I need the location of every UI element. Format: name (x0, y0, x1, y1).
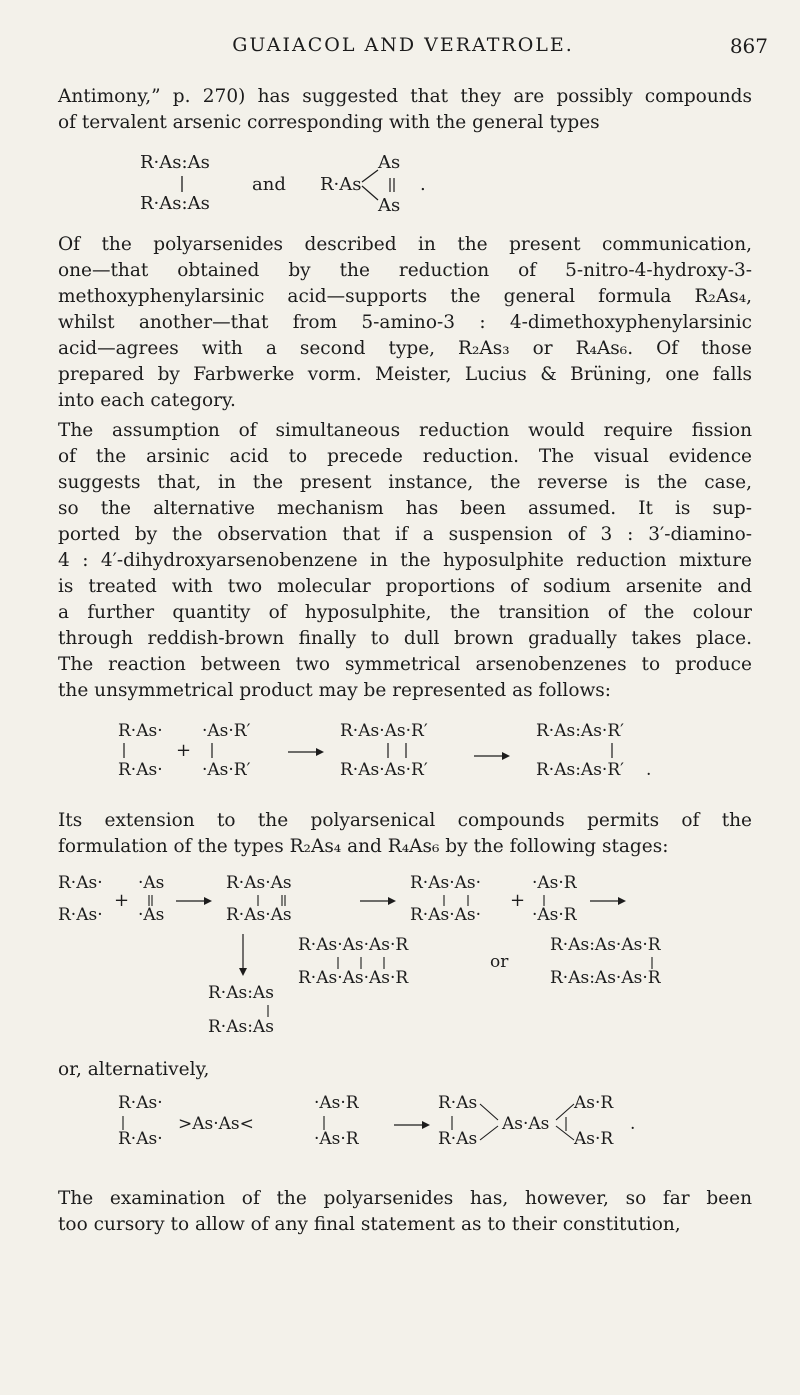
text-line: of tervalent arsenic corresponding with the general types (58, 112, 600, 133)
formula-text: R·As·As (226, 905, 292, 925)
formula-text: ·As (138, 905, 165, 925)
formula-text: R·As (438, 1129, 478, 1149)
formula-text: R·As:As·R′ (536, 760, 624, 780)
formula-text: R·As·As·As·R (298, 935, 409, 955)
formula-text: R·As·As·R′ (340, 760, 428, 780)
bond-line (556, 1126, 574, 1140)
text-line: ported by the observation that if a suspension of 3 : 3′-diamino- (58, 524, 752, 545)
formula-text: R·As· (58, 905, 103, 925)
paragraph-4 (58, 808, 752, 860)
text-line: 4 : 4′-dihydroxyarsenobenzene in the hyposulphite reduction mixture (58, 550, 752, 571)
formula-alternative (118, 1090, 738, 1170)
text-line: The reaction between two symmetrical arsenobenzenes to produce (58, 654, 752, 675)
formula-text: R·As:As·As·R (550, 935, 661, 955)
page-number: 867 (729, 34, 768, 58)
formula-text: ·As·R (532, 873, 577, 893)
formula-text: ·As·R (314, 1093, 359, 1113)
formula-text: ·As·R (532, 905, 577, 925)
paragraph-3 (58, 418, 752, 704)
formula-text: R·As:As·As·R (550, 968, 661, 988)
bond-line (556, 1104, 574, 1120)
arrow-head (316, 748, 324, 756)
formula-text: R·As:As·R′ (536, 721, 624, 741)
text-line: of the arsinic acid to precede reduction. The visual evidence (58, 446, 752, 467)
formula-text: R·As· (118, 760, 163, 780)
paragraph-2 (58, 232, 752, 414)
formula-text: R·As (320, 174, 362, 195)
text-line: is treated with two molecular proportions of sodium arsenite and (58, 576, 752, 597)
bond-line (480, 1104, 498, 1120)
paragraph-1 (58, 84, 752, 136)
formula-dot: . (646, 760, 652, 780)
text-line: whilst another—that from 5-amino-3 : 4-dimethoxyphenylarsinic (58, 312, 752, 333)
formula-text: As·As (502, 1114, 550, 1134)
formula-dot: . (630, 1114, 636, 1134)
text-line: through reddish-brown finally to dull brown gradually takes place. (58, 628, 752, 649)
formula-text: R·As:As (208, 1017, 274, 1037)
text-line: formulation of the types R₂As₄ and R₄As₆ by the following stages: (58, 836, 669, 857)
text-line: Antimony,” p. 270) has suggested that they are possibly compounds (58, 86, 752, 107)
formula-text: ·As·R′ (202, 721, 251, 741)
formula-stages (58, 870, 758, 1050)
formula-plus: + (114, 890, 130, 911)
page-header (38, 34, 768, 64)
alternative-label: or, alternatively, (58, 1059, 210, 1080)
formula-reaction-1 (118, 718, 738, 788)
arrow-head (422, 1121, 430, 1129)
text-line: methoxyphenylarsinic acid—supports the general formula R₂As₄, (58, 286, 752, 307)
formula-connector: and (252, 174, 286, 195)
arrow-head (204, 897, 212, 905)
formula-text: R·As·As (226, 873, 292, 893)
bond-line (480, 1126, 498, 1140)
text-line: too cursory to allow of any final statement as to their constitution, (58, 1214, 681, 1235)
formula-text: As (378, 195, 401, 216)
text-line: into each category. (58, 390, 236, 411)
formula-text: R·As·As·As·R (298, 968, 409, 988)
bond-line (362, 170, 378, 182)
formula-text: R·As·As·R′ (340, 721, 428, 741)
formula-text: As·R (574, 1129, 614, 1149)
arrow-head (388, 897, 396, 905)
formula-text: As·R (574, 1093, 614, 1113)
arrow-head (239, 968, 247, 976)
text-line: The examination of the polyarsenides has, however, so far been (58, 1188, 752, 1209)
arrow-head (502, 752, 510, 760)
text-line: so the alternative mechanism has been assumed. It is sup- (58, 498, 752, 519)
formula-connector: or (490, 952, 509, 972)
text-line: suggests that, in the present instance, the reverse is the case, (58, 472, 752, 493)
bond-line (362, 186, 378, 200)
arrow-head (618, 897, 626, 905)
formula-text: R·As· (118, 1093, 163, 1113)
text-line: prepared by Farbwerke vorm. Meister, Lucius & Brüning, one falls (58, 364, 752, 385)
text-line: a further quantity of hyposulphite, the transition of the colour (58, 602, 752, 623)
formula-text: ·As·R (314, 1129, 359, 1149)
formula-plus: + (510, 890, 526, 911)
formula-text: As (378, 152, 401, 173)
formula-general-types (140, 148, 460, 228)
running-title: GUAIACOL AND VERATROLE. (232, 34, 574, 56)
formula-plus: + (176, 740, 192, 761)
formula-text: ·As (138, 873, 165, 893)
text-line: acid—agrees with a second type, R₂As₃ or R₄As₆. Of those (58, 338, 752, 359)
text-line: The assumption of simultaneous reduction would require fission (58, 420, 752, 441)
formula-text: R·As (438, 1093, 478, 1113)
text-line: the unsymmetrical product may be represented as follows: (58, 680, 612, 701)
formula-dot: . (420, 174, 426, 195)
formula-text: R·As:As (208, 983, 274, 1003)
text-line: Of the polyarsenides described in the present communication, (58, 234, 752, 255)
formula-text: R·As·As· (410, 905, 482, 925)
alternative-label-block (58, 1057, 752, 1083)
text-line: Its extension to the polyarsenical compounds permits of the (58, 810, 752, 831)
formula-text: R·As:As (140, 193, 210, 214)
text-line: one—that obtained by the reduction of 5-nitro-4-hydroxy-3- (58, 260, 752, 281)
formula-text: R·As· (118, 721, 163, 741)
formula-text: R·As· (118, 1129, 163, 1149)
formula-text: R·As· (58, 873, 103, 893)
paragraph-5 (58, 1186, 752, 1238)
formula-text: R·As:As (140, 152, 210, 173)
formula-text: >As·As< (178, 1114, 254, 1134)
formula-text: R·As·As· (410, 873, 482, 893)
formula-text: ·As·R′ (202, 760, 251, 780)
